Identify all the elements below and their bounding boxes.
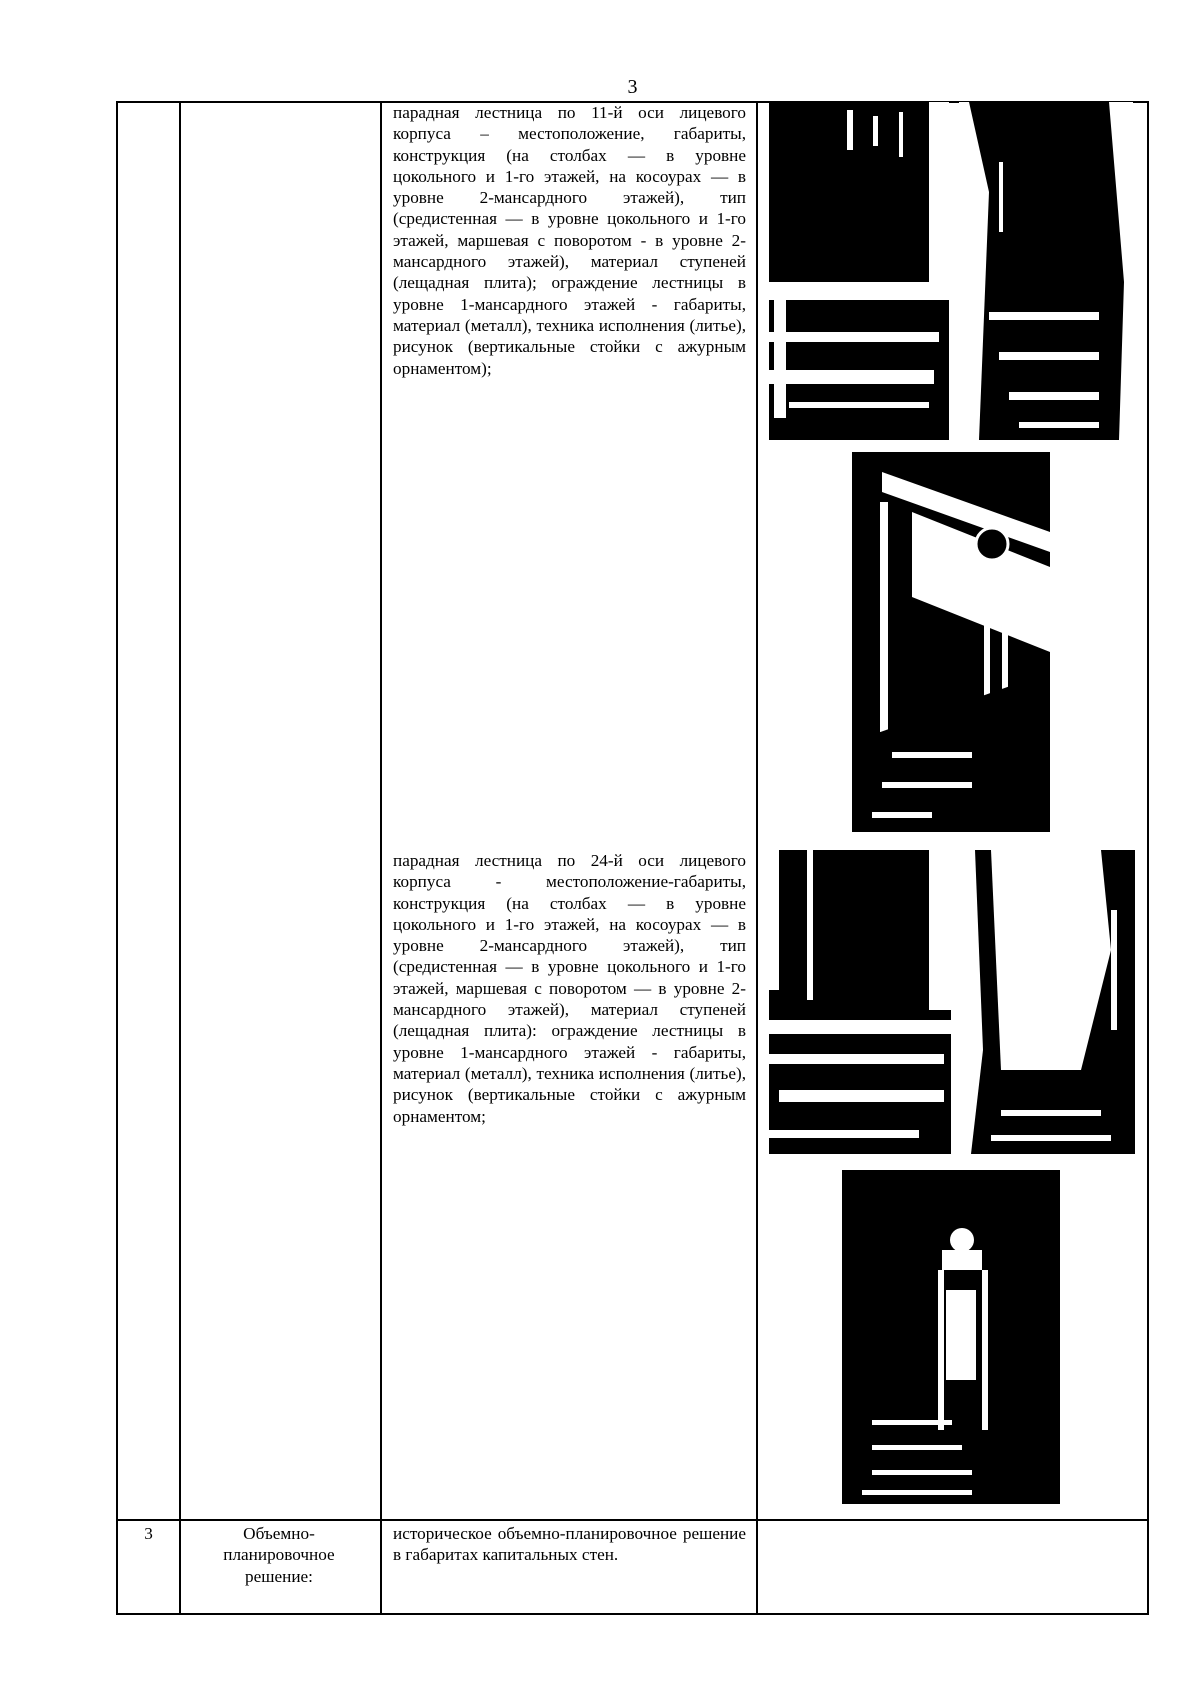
staircase-11-photo-right — [959, 102, 1133, 440]
column-divider — [380, 101, 382, 1615]
row-3-description: историческое объемно-планировочное решение в габаритах капитальных стен. — [393, 1524, 746, 1565]
staircase-24-axis-text: парадная лестница по 24-й оси лицевого корпуса - местоположение-габариты, конструкция (на столбах — в уровне цокольного и 1-го этажей, на косоурах — в уровне 2-мансардного этажей), тип (средистенная — в уровне цокольного и 1-го этажей, маршевая с поворотом — в уровне 2-мансардного этажей), материал ступеней (лещадная плита): ограждение лестницы в уровне 1-мансардного этажей - габариты, материал (металл), техника исполнения (литье), рисунок (вертикальные стойки с ажурным орнаментом; — [393, 851, 746, 1126]
staircase-11-photo-railing — [852, 452, 1050, 832]
row-3-item: Объемно-планировочное решение: — [223, 1524, 335, 1586]
column-divider — [179, 101, 181, 1615]
row-divider — [116, 1519, 1149, 1521]
staircase-24-photo-right — [961, 850, 1135, 1154]
column-divider — [756, 101, 758, 1615]
staircase-11-axis-text: парадная лестница по 11-й оси лицевого корпуса – местоположение, габариты, конструкция (на столбах — в уровне цокольного и 1-го этажей, на косоурах — в уровне 2-мансардного этажей), тип (средистенная — в уровне цокольного и 1-го этажей, маршевая с поворотом - в уровне 2-мансардного этажей), материал ступеней (лещадная плита); ограждение лестницы в уровне 1-мансардного этажей - габариты, материал (металл), техника исполнения (литье), рисунок (вертикальные стойки с ажурным орнаментом); — [393, 103, 746, 378]
staircase-24-photo-railing — [842, 1170, 1060, 1504]
staircase-24-photo-left — [769, 850, 951, 1154]
staircase-11-photo-left — [769, 102, 949, 440]
page-number: 3 — [627, 76, 638, 98]
row-3-number: 3 — [144, 1524, 153, 1543]
